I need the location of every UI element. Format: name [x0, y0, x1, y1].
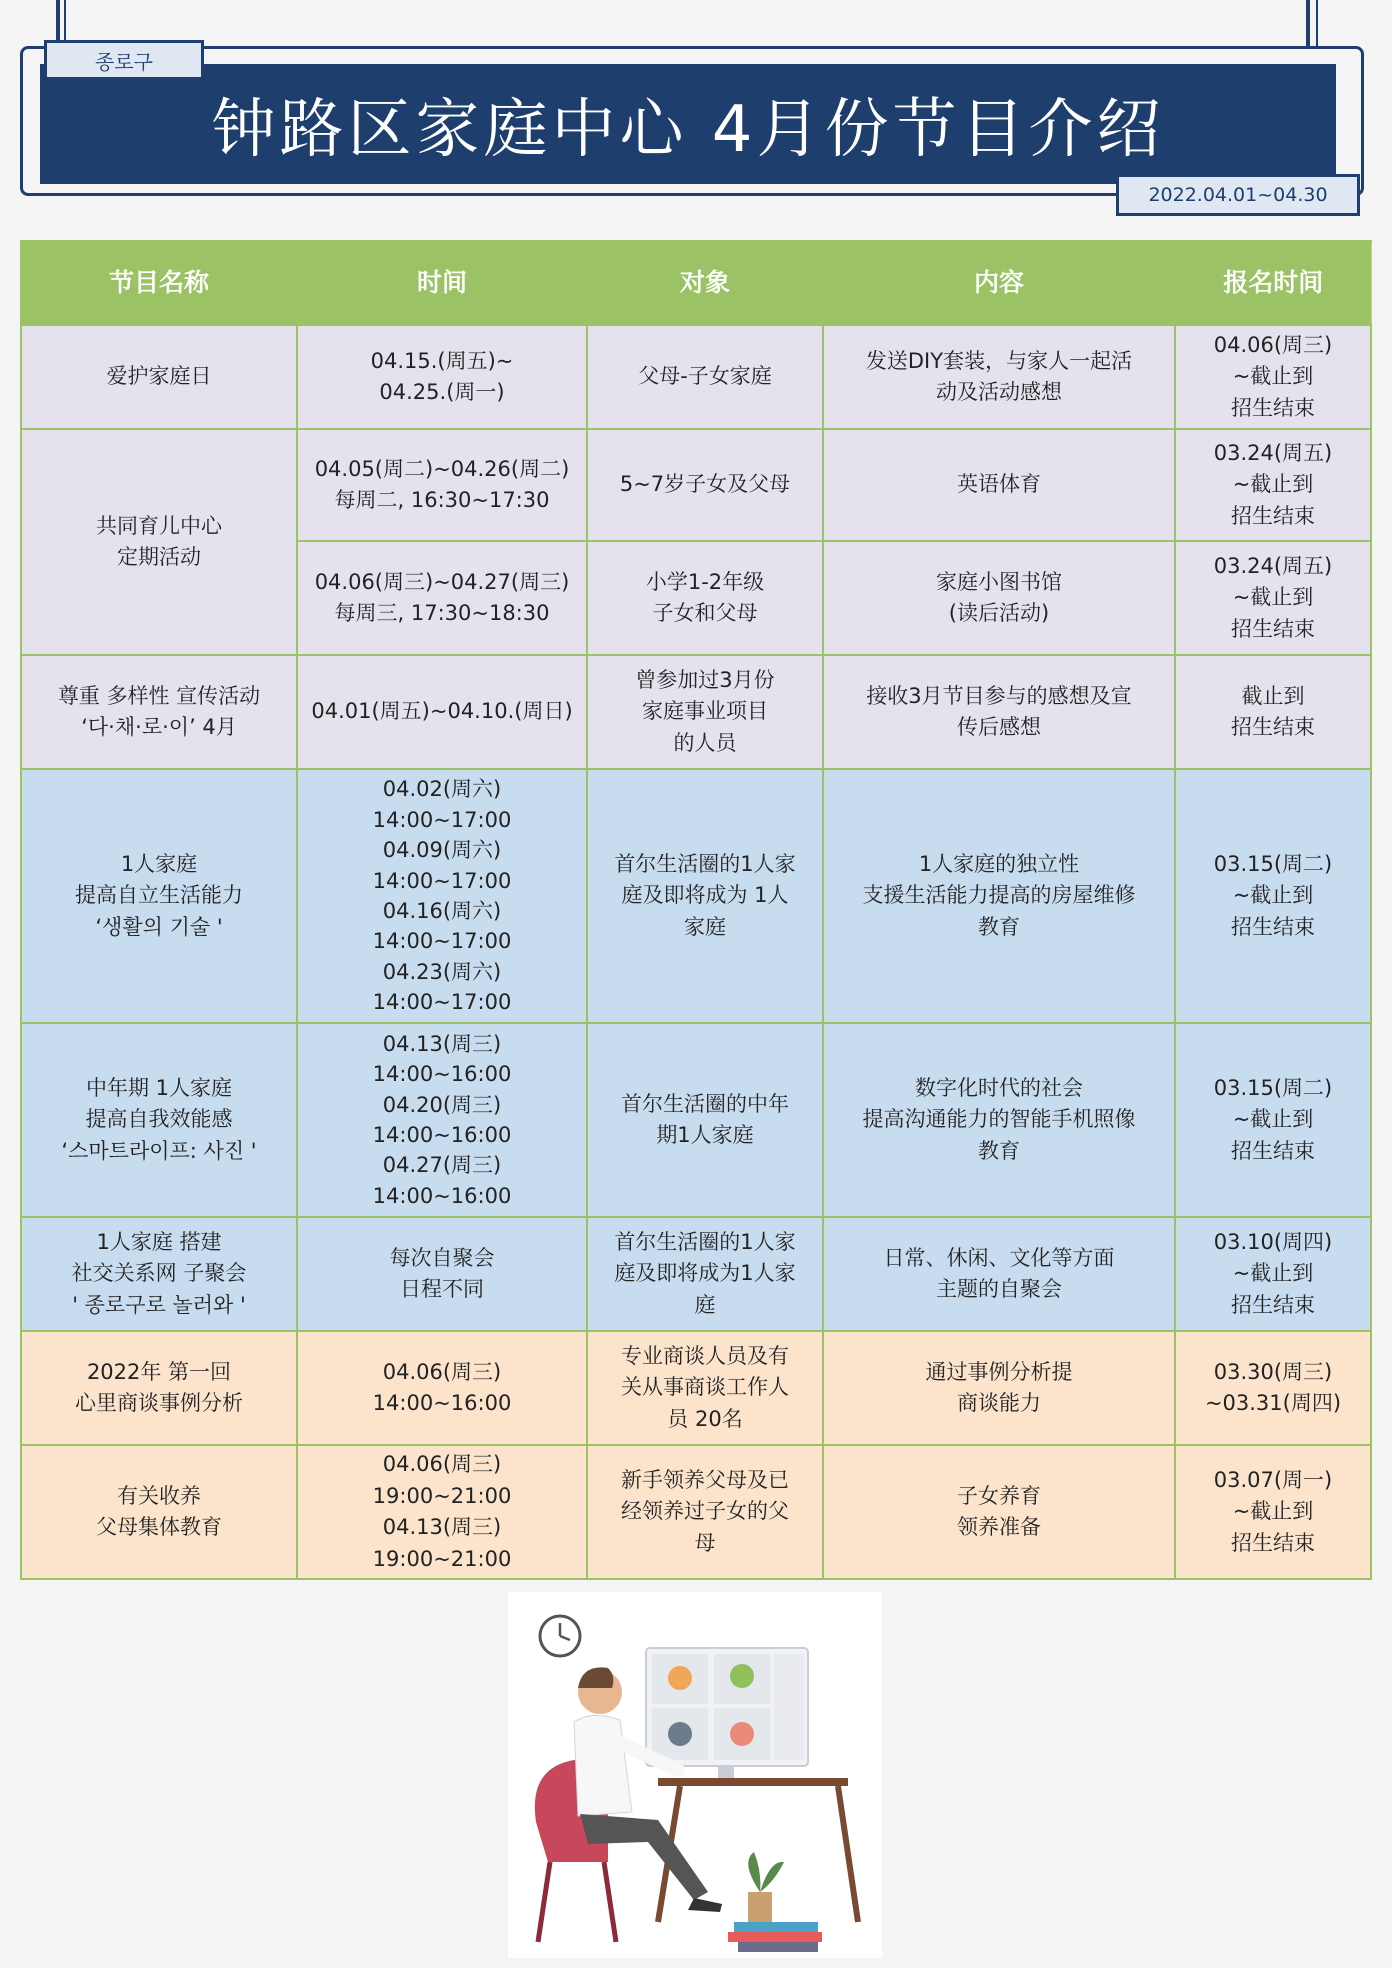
plant-icon — [728, 1852, 822, 1952]
program-name: 1人家庭 提高自立生活能力 ‘생활의 기술 ' — [21, 769, 297, 1023]
program-content: 家庭小图书馆 (读后活动) — [823, 541, 1175, 655]
program-registration: 03.10(周四) ~截止到 招生结束 — [1175, 1217, 1371, 1331]
program-content: 子女养育 领养准备 — [823, 1445, 1175, 1579]
program-name: 有关收养 父母集体教育 — [21, 1445, 297, 1579]
col-header-content: 内容 — [823, 241, 1175, 325]
table-row — [21, 325, 1371, 429]
program-target: 首尔生活圈的中年 期1人家庭 — [587, 1023, 823, 1217]
video-call-illustration — [508, 1592, 882, 1958]
program-time: 04.13(周三) 14:00~16:00 04.20(周三) 14:00~16:00 04.27(周三) 14:00~16:00 — [297, 1023, 587, 1217]
table-row — [21, 1331, 1371, 1445]
program-time: 04.06(周三) 14:00~16:00 — [297, 1331, 587, 1445]
program-registration: 03.30(周三) ~03.31(周四) — [1175, 1331, 1371, 1445]
program-name: 2022年 第一回 心里商谈事例分析 — [21, 1331, 297, 1445]
program-name: 1人家庭 搭建 社交关系网 子聚会 ' 종로구로 놀러와 ' — [21, 1217, 297, 1331]
program-time: 04.05(周二)~04.26(周二) 每周二, 16:30~17:30 — [297, 429, 587, 541]
program-table — [20, 240, 1372, 1580]
program-name: 尊重 多样性 宣传活动 ‘다·채·로·이’ 4月 — [21, 655, 297, 769]
program-time: 04.01(周五)~04.10.(周日) — [297, 655, 587, 769]
program-content: 日常、休闲、文化等方面 主题的自聚会 — [823, 1217, 1175, 1331]
program-target: 首尔生活圈的1人家 庭及即将成为1人家 庭 — [587, 1217, 823, 1331]
program-time: 04.06(周三) 19:00~21:00 04.13(周三) 19:00~21:00 — [297, 1445, 587, 1579]
program-time: 04.15.(周五)~ 04.25.(周一) — [297, 325, 587, 429]
program-target: 5~7岁子女及父母 — [587, 429, 823, 541]
program-content: 英语体育 — [823, 429, 1175, 541]
col-header-registration: 报名时间 — [1175, 241, 1371, 325]
program-content: 数字化时代的社会 提高沟通能力的智能手机照像 教育 — [823, 1023, 1175, 1217]
program-content: 接收3月节目参与的感想及宣 传后感想 — [823, 655, 1175, 769]
date-range-badge: 2022.04.01~04.30 — [1116, 174, 1360, 216]
page-title: 钟路区家庭中心 4月份节目介绍 — [211, 93, 1165, 167]
program-content: 发送DIY套装，与家人一起活 动及活动感想 — [823, 325, 1175, 429]
table-header-row — [21, 241, 1371, 325]
table-row — [21, 1217, 1371, 1331]
table-row — [21, 655, 1371, 769]
illustration-svg — [508, 1592, 882, 1958]
program-time: 04.02(周六) 14:00~17:00 04.09(周六) 14:00~17:00 04.16(周六) 14:00~17:00 04.23(周六) 14:00~17:00 — [297, 769, 587, 1023]
district-tag: 종로구 — [44, 40, 204, 80]
col-header-time: 时间 — [297, 241, 587, 325]
program-name: 共同育儿中心 定期活动 — [21, 429, 297, 655]
program-registration: 04.06(周三) ~截止到 招生结束 — [1175, 325, 1371, 429]
col-header-target: 对象 — [587, 241, 823, 325]
program-target: 首尔生活圈的1人家 庭及即将成为 1人 家庭 — [587, 769, 823, 1023]
table-row — [21, 1445, 1371, 1579]
program-registration: 03.15(周二) ~截止到 招生结束 — [1175, 1023, 1371, 1217]
frame-right-line-2 — [1316, 0, 1318, 46]
frame-right-line — [1306, 0, 1310, 46]
program-target: 新手领养父母及已 经领养过子女的父 母 — [587, 1445, 823, 1579]
col-header-name: 节目名称 — [21, 241, 297, 325]
program-registration: 03.15(周二) ~截止到 招生结束 — [1175, 769, 1371, 1023]
table-row — [21, 769, 1371, 1023]
program-target: 曾参加过3月份 家庭事业项目 的人员 — [587, 655, 823, 769]
program-registration: 截止到 招生结束 — [1175, 655, 1371, 769]
program-target: 小学1-2年级 子女和父母 — [587, 541, 823, 655]
program-registration: 03.24(周五) ~截止到 招生结束 — [1175, 429, 1371, 541]
program-target: 专业商谈人员及有 关从事商谈工作人 员 20名 — [587, 1331, 823, 1445]
program-time: 04.06(周三)~04.27(周三) 每周三, 17:30~18:30 — [297, 541, 587, 655]
clock-icon — [540, 1616, 580, 1656]
program-content: 通过事例分析提 商谈能力 — [823, 1331, 1175, 1445]
program-name: 中年期 1人家庭 提高自我效能感 ‘스마트라이프: 사진 ' — [21, 1023, 297, 1217]
program-name: 爱护家庭日 — [21, 325, 297, 429]
program-registration: 03.24(周五) ~截止到 招生结束 — [1175, 541, 1371, 655]
program-content: 1人家庭的独立性 支援生活能力提高的房屋维修 教育 — [823, 769, 1175, 1023]
monitor-icon — [646, 1648, 808, 1778]
program-registration: 03.07(周一) ~截止到 招生结束 — [1175, 1445, 1371, 1579]
table-row — [21, 1023, 1371, 1217]
program-time: 每次自聚会 日程不同 — [297, 1217, 587, 1331]
table-row — [21, 429, 1371, 541]
program-target: 父母-子女家庭 — [587, 325, 823, 429]
